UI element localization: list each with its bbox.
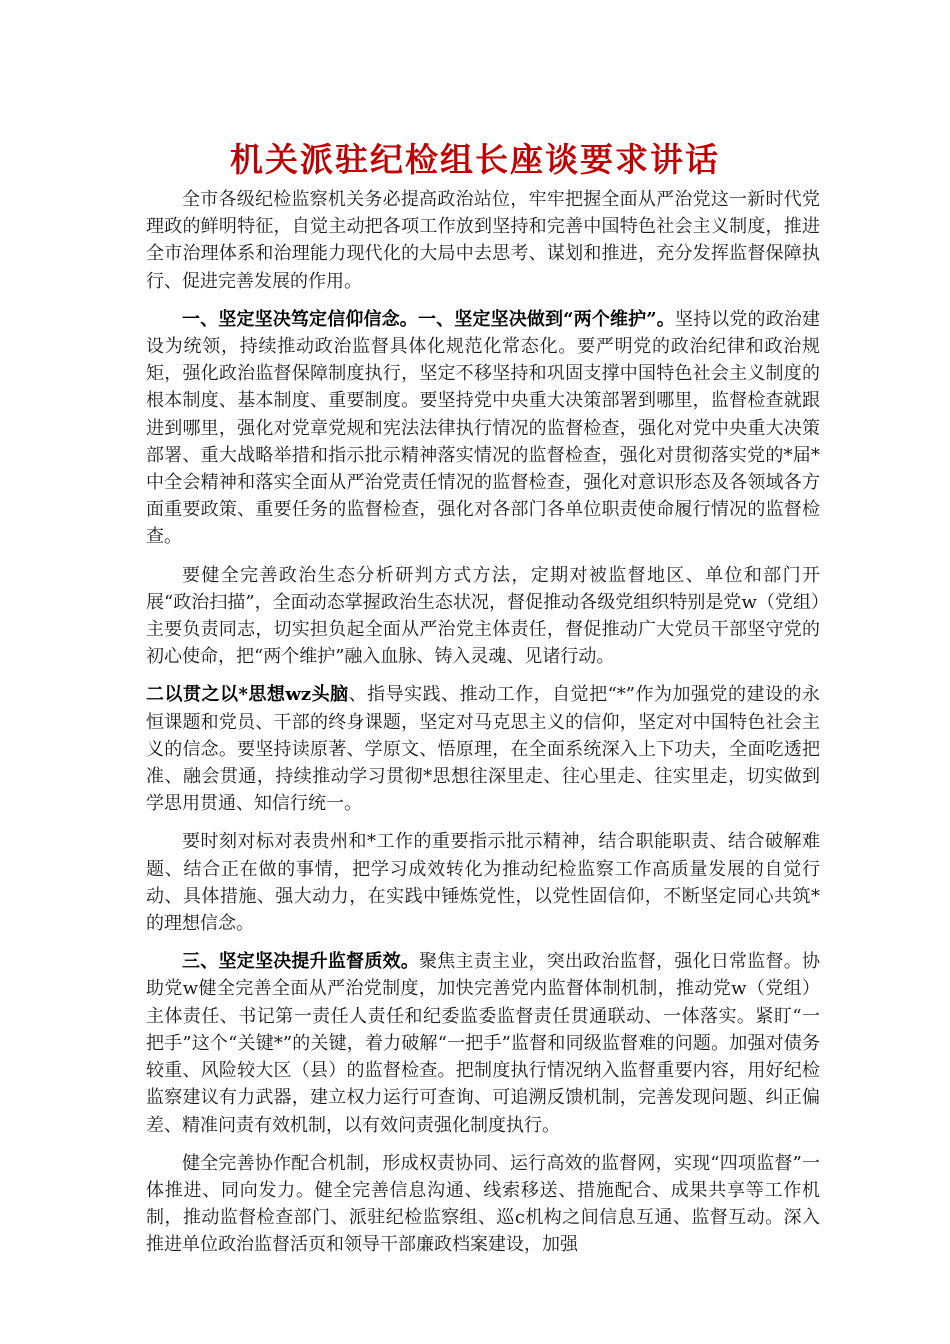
paragraph-section-two (146, 681, 820, 817)
document-title: 机关派驻纪检组长座谈要求讲话 (230, 140, 720, 179)
document-body (146, 186, 820, 1270)
paragraph-instructions (146, 828, 820, 937)
paragraph-text: 全市各级纪检监察机关务必提高政治站位，牢牢把握全面从严治党这一新时代党理政的鲜明特征，自觉主动把各项工作放到坚持和完善中国特色社会主义制度，推进全市治理体系和治理能力现代化的大局中去思考、谋划和推进，充分发挥监督保障执行、促进完善发展的作用。 (146, 189, 820, 292)
paragraph-section-three (146, 948, 820, 1138)
paragraph-text: 坚持以党的政治建设为统领，持续推动政治监督具体化规范化常态化。要严明党的政治纪律和政治规矩，强化政治监督保障制度执行，坚定不移坚持和巩固支撑中国特色社会主义制度的根本制度、基本制度、重要制度。要坚持党中央重大决策部署到哪里，监督检查就跟进到哪里，强化对党章党规和宪法法律执行情况的监督检查，强化对党中央重大决策部署、重大战略举措和指示批示精神落实情况的监督检查，强化对贯彻落实党的*届*中全会精神和落实全面从严治党责任情况的监督检查，强化对意识形态及各领域各方面重要政策、重要任务的监督检查，强化对各部门各单位职责使命履行情况的监督检查。 (146, 308, 820, 548)
paragraph-text: 健全完善协作配合机制，形成权责协同、运行高效的监督网，实现“四项监督”一体推进、同向发力。健全完善信息沟通、线索移送、措施配合、成果共享等工作机制，推动监督检查部门、派驻纪检监察组、巡c机构之间信息互通、监督互动。深入推进单位政治监督活页和领导干部廉政档案建设，加强 (146, 1152, 820, 1256)
paragraph-text: 要时刻对标对表贵州和*工作的重要指示批示精神，结合职能职责、结合破解难题、结合正在做的事情，把学习成效转化为推动纪检监察工作高质量发展的自觉行动、具体措施、强大动力，在实践中锤炼党性，以党性固信仰，不断坚定同心共筑*的理想信念。 (146, 831, 820, 935)
paragraph-intro (146, 186, 820, 295)
paragraph-section-one (146, 306, 820, 551)
section-heading: 一、坚定坚决笃定信仰信念。一、坚定坚决做到“两个维护”。 (182, 308, 675, 330)
section-heading: 三、坚定坚决提升监督质效。 (182, 951, 420, 973)
paragraph-text: 要健全完善政治生态分析研判方式方法，定期对被监督地区、单位和部门开展“政治扫描”，全面动态掌握政治生态状况，督促推动各级党组织特别是党w（党组）主要负责同志，切实担负起全面从严治党主体责任，督促推动广大党员干部坚守党的初心使命，把“两个维护”融入血脉、铸入灵魂、见诸行动。 (146, 564, 820, 668)
paragraph-political-ecology (146, 562, 820, 671)
paragraph-coordination (146, 1150, 820, 1259)
paragraph-text: 、指导实践、推动工作，自觉把“*”作为加强党的建设的永恒课题和党员、干部的终身课题，坚定对马克思主义的信仰，坚定对中国特色社会主义的信念。要坚持读原著、学原文、悟原理，在全面系统深入上下功夫，全面吃透把准、融会贯通，持续推动学习贯彻*思想往深里走、往心里走、往实里走，切实做到学思用贯通、知信行统一。 (146, 684, 820, 815)
section-heading: 二以贯之以*思想wz头脑 (146, 684, 349, 706)
paragraph-text: 聚焦主责主业，突出政治监督，强化日常监督。协助党w健全完善全面从严治党制度，加快完善党内监督体制机制，推动党w（党组）主体责任、书记第一责任人责任和纪委监委监督责任贯通联动、一体落实。紧盯“一把手”这个“关键*”的关键，着力破解“一把手”监督和同级监督难的问题。加强对债务较重、风险较大区（县）的监督检查。把制度执行情况纳入监督重要内容，用好纪检监察建议有力武器，建立权力运行可查询、可追溯反馈机制，完善发现问题、纠正偏差、精准问责有效机制，以有效问责强化制度执行。 (146, 951, 821, 1136)
